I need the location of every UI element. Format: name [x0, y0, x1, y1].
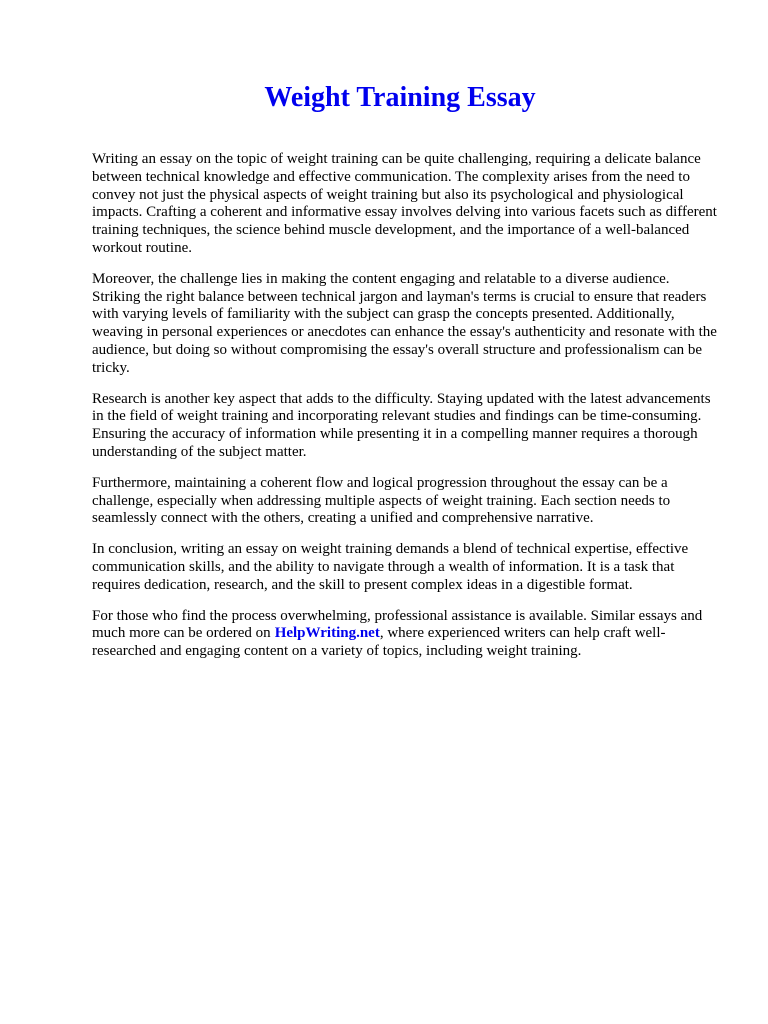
paragraph-flow: Furthermore, maintaining a coherent flow and logical progression throughout the essay can be a challenge, especially when addressing multiple aspects of weight training. Each section needs to seamlessly connect with the others, creating a unified and comprehensive narrative.	[92, 474, 671, 527]
assistance-text-after-link: , where experienced writers can help craft well-researched and engaging content on a variety of topics, including weight training.	[92, 625, 666, 660]
assistance-text-before-link: For those who find the process overwhelming, professional assistance is available. Similar essays and much more can be ordered on	[92, 607, 703, 642]
paragraph-conclusion: In conclusion, writing an essay on weight training demands a blend of technical expertise, effective communication skills, and the ability to navigate through a wealth of information. It is a task that requires dedication, research, and the skill to present complex ideas in a digestible format.	[92, 541, 689, 593]
paragraph-engagement: Moreover, the challenge lies in making the content engaging and relatable to a diverse audience. Striking the right balance between technical jargon and layman's terms is crucial to ensure that readers with varying levels of familiarity with the subject can grasp the concepts presented. Additionally, weaving in personal experiences or anecdotes can enhance the essay's authenticity and resonate with the audience, but doing so without compromising the essay's overall structure and professionalism can be tricky.	[92, 270, 717, 376]
paragraph-intro: Writing an essay on the topic of weight training can be quite challenging, requiring a delicate balance between technical knowledge and effective communication. The complexity arises from the need to convey not just the physical aspects of weight training but also its psychological and physiological impacts. Crafting a coherent and informative essay involves delving into various facets such as different training techniques, the science behind muscle development, and the importance of a well-balanced workout routine.	[92, 151, 717, 256]
paragraph-assistance	[92, 608, 718, 661]
paragraph-research: Research is another key aspect that adds to the difficulty. Staying updated with the latest advancements in the field of weight training and incorporating relevant studies and findings can be time-consuming. Ensuring the accuracy of information while presenting it in a compelling manner requires a thorough understanding of the subject matter.	[92, 390, 711, 460]
page-title: Weight Training Essay	[264, 82, 536, 113]
helpwriting-link[interactable]: HelpWriting.net	[274, 625, 380, 642]
